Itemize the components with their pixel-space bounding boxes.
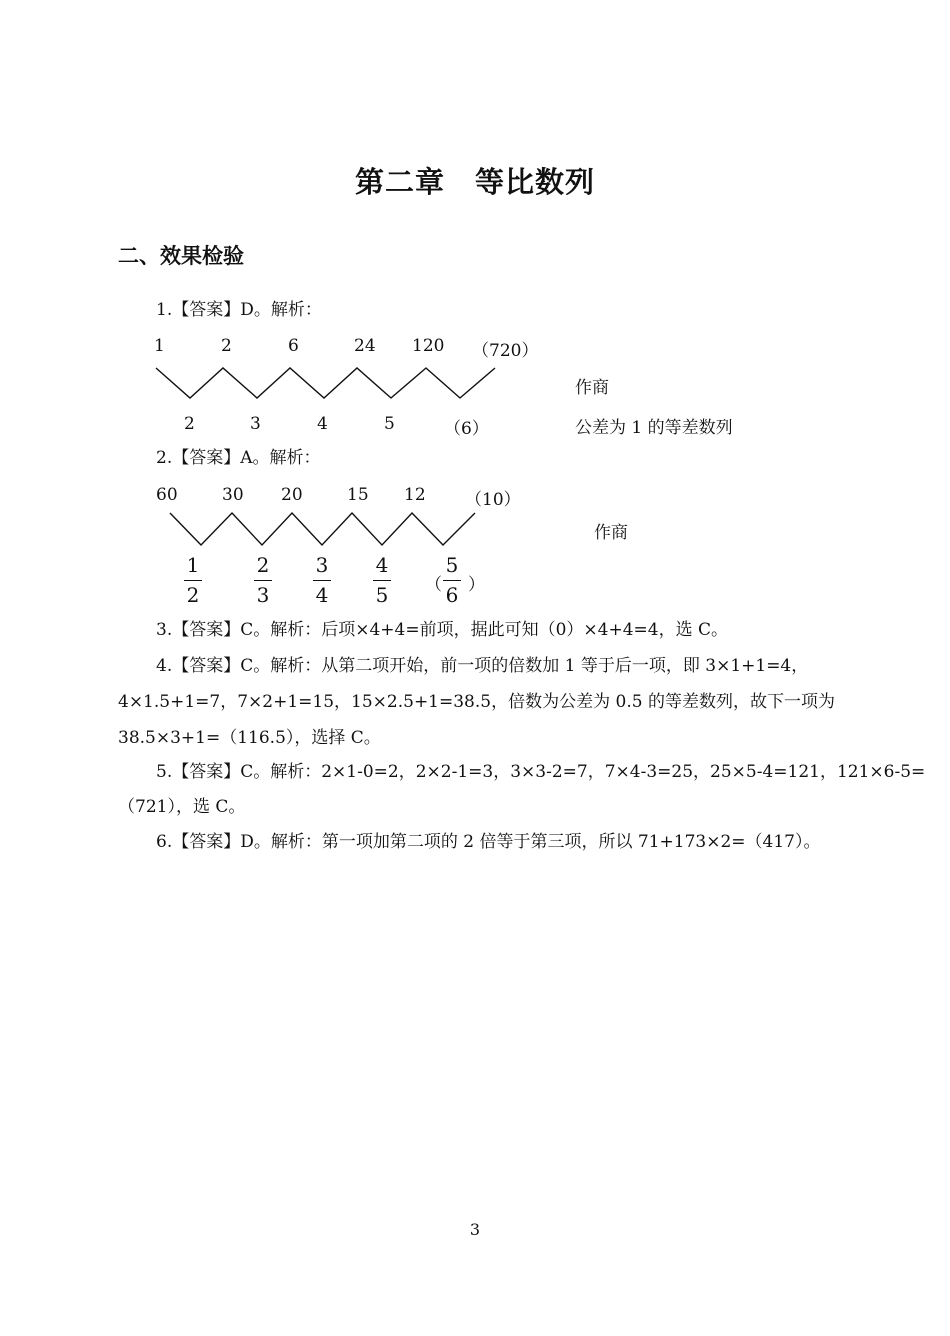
q6-answer: 6.【答案】D。解析：第一项加第二项的 2 倍等于第三项，所以 71+173×2=（417）。 bbox=[156, 832, 821, 852]
q2-fraction-denominator: 5 bbox=[375, 583, 389, 607]
q2-fraction-numerator: 2 bbox=[256, 553, 270, 577]
q2-fraction-numerator: 5 bbox=[445, 553, 459, 577]
q2-fraction bbox=[313, 553, 331, 607]
fraction-bar bbox=[254, 580, 272, 581]
q2-fraction-numerator: 4 bbox=[375, 553, 389, 577]
q1-top-term: 120 bbox=[412, 336, 445, 356]
q1-top-term: 24 bbox=[354, 336, 376, 356]
q1-top-term: （720） bbox=[472, 341, 539, 361]
q1-note-arithmetic: 公差为 1 的等差数列 bbox=[575, 418, 733, 438]
q1-top-term: 2 bbox=[221, 336, 232, 356]
q2-top-term: （10） bbox=[465, 490, 521, 510]
q2-fraction bbox=[184, 553, 202, 607]
q5-answer-line: （721），选 C。 bbox=[118, 797, 246, 817]
page-number: 3 bbox=[469, 1220, 481, 1239]
q4-answer-line: 4.【答案】C。解析：从第二项开始，前一项的倍数加 1 等于后一项，即 3×1+1=4， bbox=[156, 656, 809, 676]
q1-quotient: 3 bbox=[250, 414, 261, 434]
q4-answer-line: 38.5×3+1=（116.5），选择 C。 bbox=[118, 728, 381, 748]
q1-quotient: 4 bbox=[317, 414, 328, 434]
q2-answer-header: 2.【答案】A。解析： bbox=[156, 448, 321, 468]
fraction-bar bbox=[184, 580, 202, 581]
q2-paren-left: （ bbox=[425, 575, 442, 595]
fraction-bar bbox=[443, 580, 461, 581]
q4-answer-line: 4×1.5+1=7，7×2+1=15，15×2.5+1=38.5，倍数为公差为 0.5 的等差数列，故下一项为 bbox=[118, 692, 835, 712]
q1-top-term: 6 bbox=[288, 336, 299, 356]
q2-top-term: 60 bbox=[156, 485, 178, 505]
q2-top-term: 20 bbox=[281, 485, 303, 505]
q2-fraction-denominator: 3 bbox=[256, 583, 270, 607]
q2-fraction bbox=[254, 553, 272, 607]
q1-answer-header: 1.【答案】D。解析： bbox=[156, 300, 322, 320]
q1-quotient: （6） bbox=[444, 419, 489, 439]
q2-fraction bbox=[443, 553, 461, 607]
q2-note-quotient: 作商 bbox=[594, 523, 628, 543]
q2-fraction-denominator: 6 bbox=[445, 583, 459, 607]
q2-top-term: 30 bbox=[222, 485, 244, 505]
q1-top-term: 1 bbox=[154, 336, 165, 356]
q2-fraction-denominator: 4 bbox=[315, 583, 329, 607]
q2-fraction-denominator: 2 bbox=[186, 583, 200, 607]
section-heading: 二、效果检验 bbox=[118, 244, 244, 268]
fraction-bar bbox=[373, 580, 391, 581]
q5-answer-line: 5.【答案】C。解析：2×1-0=2，2×2-1=3，3×3-2=7，7×4-3=25，25×5-4=121，121×6-5= bbox=[156, 762, 926, 782]
q2-fraction-numerator: 1 bbox=[186, 553, 200, 577]
q2-fraction-numerator: 3 bbox=[315, 553, 329, 577]
q3-answer: 3.【答案】C。解析：后项×4+4=前项，据此可知（0）×4+4=4，选 C。 bbox=[156, 620, 728, 640]
q2-top-term: 12 bbox=[404, 485, 426, 505]
q2-top-term: 15 bbox=[347, 485, 369, 505]
q2-paren-right: ） bbox=[468, 575, 485, 595]
chapter-title: 第二章 等比数列 bbox=[354, 165, 595, 199]
q1-note-quotient: 作商 bbox=[575, 378, 609, 398]
fraction-bar bbox=[313, 580, 331, 581]
q1-quotient: 5 bbox=[384, 414, 395, 434]
q2-fraction bbox=[373, 553, 391, 607]
q1-quotient: 2 bbox=[184, 414, 195, 434]
